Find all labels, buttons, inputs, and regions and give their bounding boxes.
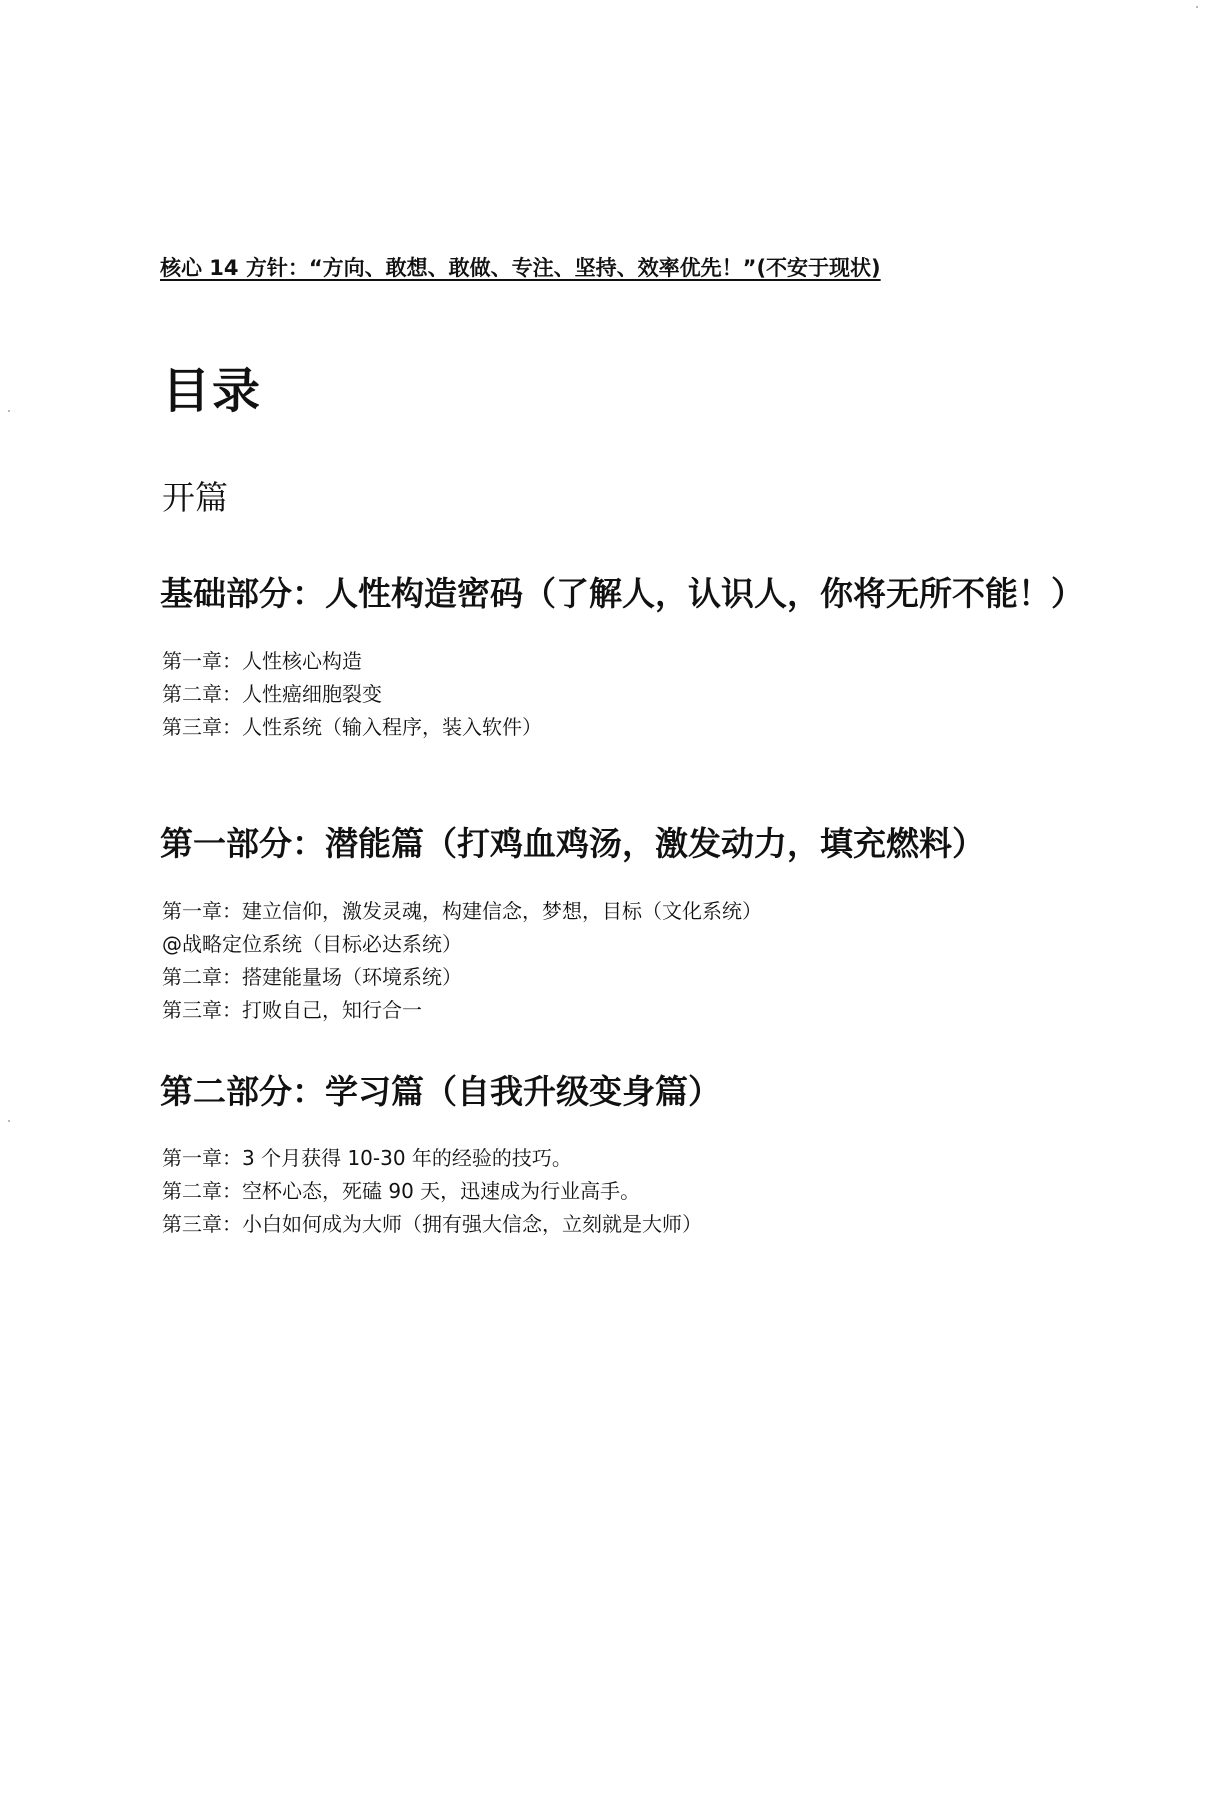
chapter-item: 第三章：小白如何成为大师（拥有强大信念，立刻就是大师）: [162, 1212, 702, 1236]
chapter-item: @战略定位系统（目标必达系统）: [162, 932, 462, 956]
part-heading-one: 第一部分：潜能篇（打鸡血鸡汤，激发动力，填充燃料）: [160, 824, 985, 863]
chapter-item: 第一章：人性核心构造: [162, 649, 362, 673]
chapter-item: 第二章：人性癌细胞裂变: [162, 682, 382, 706]
chapter-list-two: [162, 1142, 702, 1241]
scan-speck: [8, 1120, 10, 1122]
chapter-item: 第二章：搭建能量场（环境系统）: [162, 965, 462, 989]
part-heading-two: 第二部分：学习篇（自我升级变身篇）: [160, 1072, 721, 1111]
chapter-item: 第一章：建立信仰，激发灵魂，构建信念，梦想，目标（文化系统）: [162, 899, 762, 923]
scan-speck: [8, 410, 10, 412]
chapter-item: 第二章：空杯心态，死磕 90 天，迅速成为行业高手。: [162, 1179, 641, 1203]
chapter-list-basic: [162, 645, 542, 744]
chapter-item: 第一章：3 个月获得 10-30 年的经验的技巧。: [162, 1146, 572, 1170]
part-heading-basic: 基础部分：人性构造密码（了解人，认识人，你将无所不能！）: [160, 574, 1084, 613]
chapter-list-one: [162, 895, 762, 1027]
toc-title: 目录: [162, 363, 263, 419]
core-motto: 核心 14 方针：“方向、敢想、敢做、专注、坚持、效率优先！”(不安于现状): [160, 256, 881, 280]
chapter-item: 第三章：人性系统（输入程序，装入软件）: [162, 715, 542, 739]
scan-speck: [1196, 6, 1198, 8]
chapter-item: 第三章：打败自己，知行合一: [162, 998, 422, 1022]
opening-section: 开篇: [162, 478, 228, 517]
